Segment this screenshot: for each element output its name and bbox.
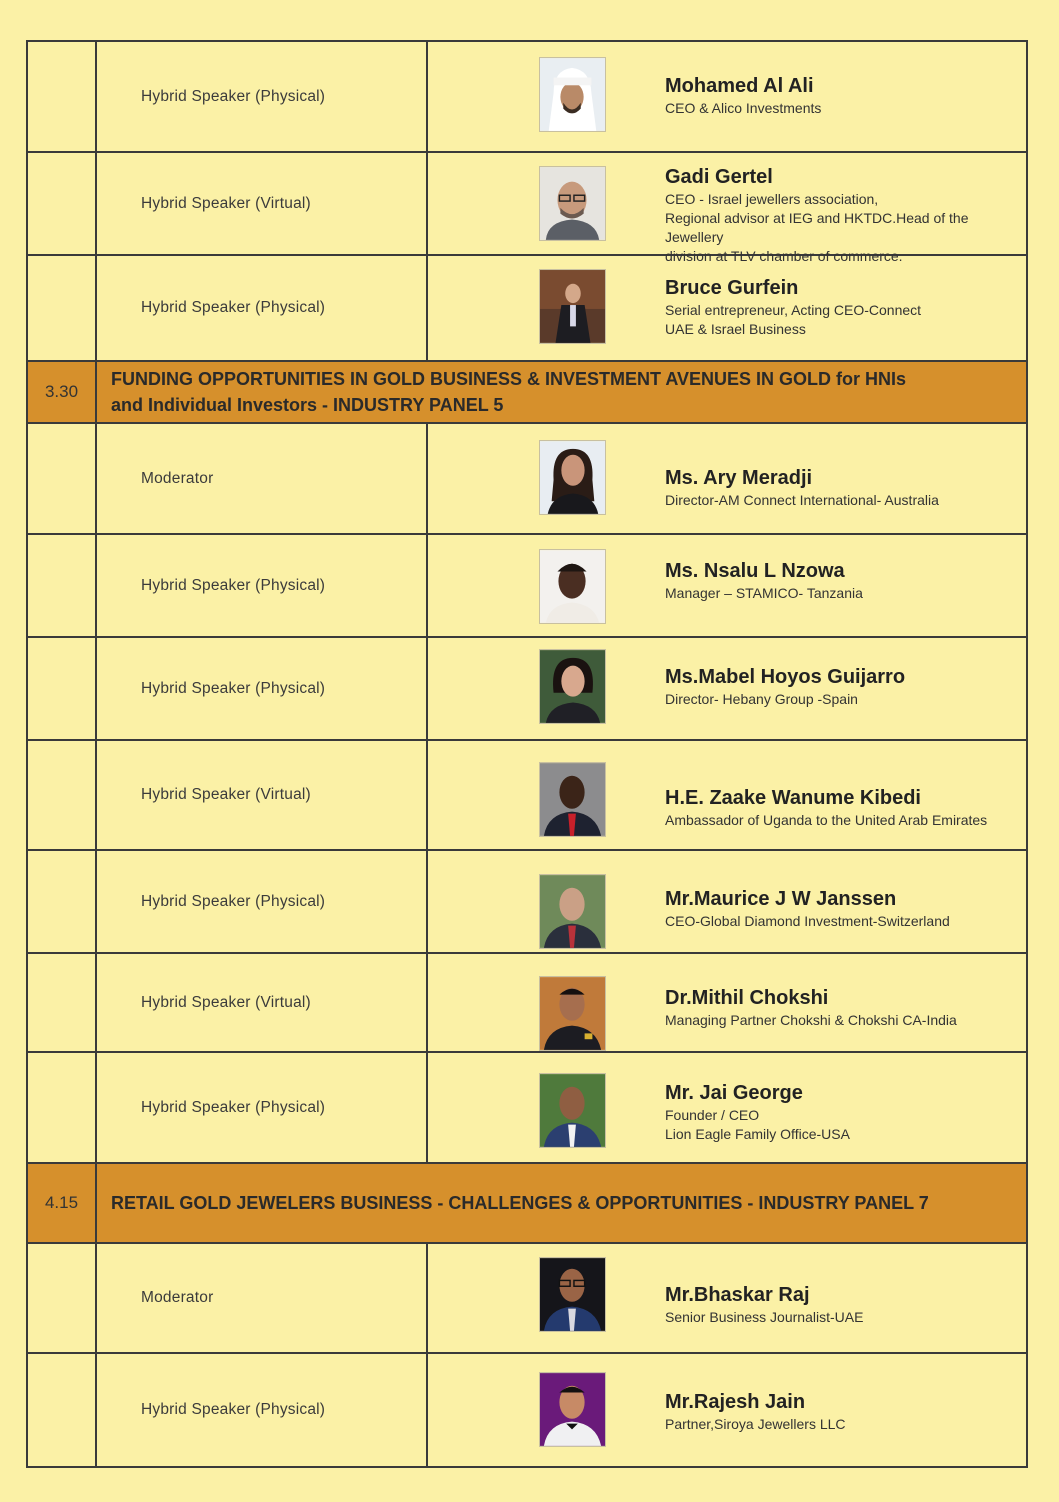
- speaker-photo-icon: [539, 269, 606, 344]
- role-label: Hybrid Speaker (Physical): [97, 1354, 428, 1466]
- speaker-info: [665, 166, 1024, 266]
- speaker-photo-icon: [539, 762, 606, 837]
- speaker-desc: Managing Partner Chokshi & Chokshi CA-India: [665, 1012, 957, 1028]
- speaker-name: Mr. Jai George: [665, 1082, 803, 1104]
- time-cell: [28, 256, 97, 360]
- table-row: [28, 535, 1026, 638]
- time-cell: [28, 424, 97, 533]
- role-label: Hybrid Speaker (Virtual): [97, 153, 428, 254]
- panel-title: [97, 362, 1026, 422]
- speaker-name: Ms.Mabel Hoyos Guijarro: [665, 666, 906, 688]
- speaker-name: H.E. Zaake Wanume Kibedi: [665, 787, 921, 809]
- panel-title-line: FUNDING OPPORTUNITIES IN GOLD BUSINESS & INVESTMENT AVENUES IN GOLD for HNIs: [111, 369, 907, 389]
- speaker-desc: Director- Hebany Group -Spain: [665, 691, 858, 707]
- session-time: 4.15: [28, 1164, 97, 1242]
- speaker-cell: [428, 535, 1026, 636]
- speaker-desc: CEO - Israel jewellers association,: [665, 191, 879, 207]
- panel-title-line: and Individual Investors - INDUSTRY PANEL 5: [111, 395, 504, 415]
- table-row: [28, 153, 1026, 264]
- speaker-cell: [428, 638, 1026, 739]
- speaker-cell: [428, 954, 1026, 1051]
- speaker-cell: [428, 256, 1026, 360]
- speaker-desc: Founder / CEO: [665, 1107, 760, 1123]
- speaker-info: [665, 75, 1024, 118]
- speaker-desc: Ambassador of Uganda to the United Arab Emirates: [665, 812, 988, 828]
- role-label: Hybrid Speaker (Virtual): [97, 741, 428, 849]
- speaker-name: Mr.Rajesh Jain: [665, 1391, 806, 1413]
- speaker-name: Dr.Mithil Chokshi: [665, 987, 829, 1009]
- panel-title-line: RETAIL GOLD JEWELERS BUSINESS - CHALLENGES & OPPORTUNITIES - INDUSTRY PANEL 7: [111, 1193, 929, 1213]
- table-row: [28, 1244, 1026, 1354]
- speaker-photo-icon: [539, 1257, 606, 1332]
- speaker-desc: UAE & Israel Business: [665, 321, 806, 337]
- speaker-desc: CEO & Alico Investments: [665, 100, 822, 116]
- time-cell: [28, 153, 97, 254]
- speaker-name: Bruce Gurfein: [665, 277, 799, 299]
- speaker-desc: Regional advisor at IEG and HKTDC.Head of the Jewellery: [665, 210, 969, 245]
- panel-header: [28, 1164, 1026, 1244]
- table-row: [28, 42, 1026, 153]
- time-cell: [28, 954, 97, 1051]
- speaker-photo-icon: [539, 166, 606, 241]
- role-label: Hybrid Speaker (Physical): [97, 42, 428, 151]
- panel-title: [97, 1164, 1026, 1242]
- speaker-name: Gadi Gertel: [665, 166, 773, 188]
- speaker-name: Mr.Bhaskar Raj: [665, 1284, 810, 1306]
- time-cell: [28, 42, 97, 151]
- time-cell: [28, 741, 97, 849]
- speaker-desc: Manager – STAMICO- Tanzania: [665, 585, 863, 601]
- speaker-cell: [428, 153, 1026, 264]
- table-row: [28, 256, 1026, 362]
- speaker-photo-icon: [539, 440, 606, 515]
- speaker-photo-icon: [539, 649, 606, 724]
- speaker-info: [665, 467, 1024, 510]
- speaker-cell: [428, 1244, 1026, 1352]
- speaker-info: [665, 277, 1024, 339]
- table-row: [28, 954, 1026, 1053]
- speaker-name: Ms. Ary Meradji: [665, 467, 813, 489]
- speaker-desc: CEO-Global Diamond Investment-Switzerland: [665, 913, 950, 929]
- speaker-cell: [428, 741, 1026, 849]
- speaker-photo-icon: [539, 1372, 606, 1447]
- speaker-info: [665, 1082, 1024, 1144]
- time-cell: [28, 1053, 97, 1162]
- speaker-info: [665, 1284, 1024, 1327]
- speaker-desc: Senior Business Journalist-UAE: [665, 1309, 864, 1325]
- speaker-info: [665, 987, 1024, 1030]
- speaker-desc: Partner,Siroya Jewellers LLC: [665, 1416, 846, 1432]
- speaker-info: [665, 666, 1024, 709]
- speaker-photo-icon: [539, 976, 606, 1051]
- time-cell: [28, 1244, 97, 1352]
- speaker-info: [665, 787, 1024, 830]
- role-label: Hybrid Speaker (Physical): [97, 638, 428, 739]
- speaker-cell: [428, 1354, 1026, 1466]
- table-row: [28, 741, 1026, 851]
- agenda-table: [26, 40, 1028, 1468]
- table-row: [28, 851, 1026, 954]
- role-label: Hybrid Speaker (Physical): [97, 256, 428, 360]
- session-time: 3.30: [28, 362, 97, 422]
- time-cell: [28, 638, 97, 739]
- speaker-cell: [428, 1053, 1026, 1162]
- speaker-info: [665, 1391, 1024, 1434]
- time-cell: [28, 1354, 97, 1466]
- role-label: Moderator: [97, 424, 428, 533]
- time-cell: [28, 851, 97, 952]
- role-label: Moderator: [97, 1244, 428, 1352]
- speaker-info: [665, 560, 1024, 603]
- table-row: [28, 1354, 1026, 1466]
- table-row: [28, 424, 1026, 535]
- speaker-cell: [428, 424, 1026, 533]
- speaker-desc: Lion Eagle Family Office-USA: [665, 1126, 850, 1142]
- panel-header: [28, 362, 1026, 424]
- speaker-photo-icon: [539, 1073, 606, 1148]
- speaker-photo-icon: [539, 57, 606, 132]
- speaker-desc: Serial entrepreneur, Acting CEO-Connect: [665, 302, 922, 318]
- speaker-photo-icon: [539, 549, 606, 624]
- role-label: Hybrid Speaker (Physical): [97, 851, 428, 952]
- speaker-info: [665, 888, 1024, 931]
- speaker-cell: [428, 851, 1026, 952]
- speaker-name: Ms. Nsalu L Nzowa: [665, 560, 845, 582]
- role-label: Hybrid Speaker (Physical): [97, 1053, 428, 1162]
- role-label: Hybrid Speaker (Virtual): [97, 954, 428, 1051]
- table-row: [28, 638, 1026, 741]
- speaker-desc: Director-AM Connect International- Australia: [665, 492, 939, 508]
- speaker-name: Mr.Maurice J W Janssen: [665, 888, 897, 910]
- speaker-desc: division at TLV chamber of commerce.: [665, 248, 903, 264]
- speaker-name: Mohamed Al Ali: [665, 75, 814, 97]
- speaker-cell: [428, 42, 1026, 151]
- role-label: Hybrid Speaker (Physical): [97, 535, 428, 636]
- speaker-photo-icon: [539, 874, 606, 949]
- time-cell: [28, 535, 97, 636]
- table-row: [28, 1053, 1026, 1164]
